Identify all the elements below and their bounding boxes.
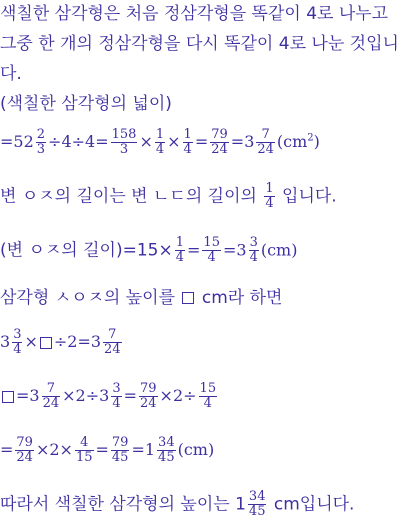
denominator: 4 xyxy=(13,342,22,357)
denominator: 3 xyxy=(36,142,46,157)
denominator: 4 xyxy=(183,142,192,157)
denominator: 24 xyxy=(16,450,33,465)
fraction xyxy=(157,436,176,465)
fraction xyxy=(264,182,274,211)
numerator: 7 xyxy=(256,128,275,143)
denominator: 4 xyxy=(265,196,274,211)
numerator: 7 xyxy=(103,328,122,343)
fraction xyxy=(42,382,61,411)
setup-text: 삼각형 ㅅㅇㅈ의 높이를 xyxy=(0,288,176,308)
operator: = xyxy=(123,386,137,405)
operator: = xyxy=(95,440,109,459)
numerator: 79 xyxy=(211,127,228,142)
side-statement xyxy=(0,182,337,211)
operator: =3 xyxy=(222,240,247,260)
numerator: 34 xyxy=(158,435,175,450)
fraction xyxy=(248,490,267,519)
denominator: 45 xyxy=(158,450,175,465)
fraction xyxy=(175,236,185,265)
equals-sign: = xyxy=(0,132,14,151)
unit-exponent: 2 xyxy=(307,132,314,144)
numerator: 1 xyxy=(265,181,274,196)
intro-line-1: 색칠한 삼각형은 처음 정삼각형을 똑같이 4로 나누고 xyxy=(0,4,389,24)
denominator: 4 xyxy=(249,250,258,265)
denominator: 4 xyxy=(112,396,121,411)
numerator: 1 xyxy=(155,127,165,142)
operator: ÷4÷4= xyxy=(48,132,109,151)
numerator: 79 xyxy=(111,435,129,450)
numerator: 79 xyxy=(140,381,157,396)
fraction xyxy=(183,128,193,157)
numerator: 3 xyxy=(112,381,121,396)
denominator: 45 xyxy=(111,450,129,465)
unknown-box xyxy=(2,391,14,403)
operator: = xyxy=(187,240,201,260)
area-heading: (색칠한 삼각형의 넓이) xyxy=(0,94,172,114)
operator: =3 xyxy=(16,386,40,405)
denominator: 45 xyxy=(248,504,266,519)
numerator: 79 xyxy=(16,435,33,450)
fraction xyxy=(111,382,121,411)
operator: × xyxy=(139,132,153,151)
denominator: 4 xyxy=(207,250,216,265)
operator: =3 xyxy=(230,132,255,151)
fraction xyxy=(249,236,259,265)
operator: ×2× xyxy=(35,440,73,459)
operator: =1 xyxy=(131,440,156,459)
statement-tail: 입니다. xyxy=(282,186,337,207)
denominator: 24 xyxy=(140,396,157,411)
numerator: 15 xyxy=(203,235,220,250)
fraction xyxy=(12,328,22,357)
unit-close: ) xyxy=(313,132,320,151)
numerator: 15 xyxy=(199,381,217,396)
statement-text: 변 ㅇㅈ의 길이는 변 ㄴㄷ의 길이의 xyxy=(0,186,257,207)
fraction xyxy=(202,236,221,265)
fraction xyxy=(256,128,275,157)
intro-line-3: 다. xyxy=(0,64,22,84)
equation-a xyxy=(0,328,124,357)
operator: × xyxy=(167,132,181,151)
denominator: 24 xyxy=(42,396,60,411)
unit: (cm xyxy=(276,132,308,151)
numerator: 7 xyxy=(42,382,61,397)
fraction xyxy=(103,328,122,357)
denominator: 4 xyxy=(175,250,185,265)
unit: (cm) xyxy=(177,440,215,459)
fraction xyxy=(36,128,46,157)
operator: ×2÷3 xyxy=(62,386,110,405)
numerator: 4 xyxy=(75,436,94,451)
fraction xyxy=(210,128,229,157)
operator: × xyxy=(24,332,38,351)
fraction xyxy=(111,128,138,157)
denominator: 4 xyxy=(155,142,165,157)
numerator: 3 xyxy=(13,327,22,342)
area-equation xyxy=(0,128,320,157)
operator: ×2÷ xyxy=(159,386,197,405)
fraction xyxy=(15,436,34,465)
denominator: 24 xyxy=(104,342,121,357)
numerator: 1 xyxy=(183,127,192,142)
conclusion-text: 따라서 색칠한 삼각형의 높이는 1 xyxy=(0,494,246,515)
conclusion-tail: cm입니다. xyxy=(273,494,355,515)
unknown-box xyxy=(40,337,52,349)
numerator: 1 xyxy=(175,235,185,250)
fraction xyxy=(139,382,158,411)
intro-line-2: 그중 한 개의 정삼각형을 다시 똑같이 4로 나눈 것입니 xyxy=(0,34,399,54)
whole-number: 3 xyxy=(0,332,11,351)
fraction xyxy=(155,128,165,157)
numerator: 2 xyxy=(36,127,46,142)
fraction xyxy=(75,436,94,465)
operator: ÷2=3 xyxy=(53,332,102,351)
denominator: 3 xyxy=(119,142,129,157)
numerator: 158 xyxy=(111,127,137,142)
denominator: 15 xyxy=(75,450,93,465)
fraction xyxy=(199,382,218,411)
calc-label: (변 ㅇㅈ의 길이)=15× xyxy=(0,240,173,261)
whole-number: 52 xyxy=(13,132,34,151)
unknown-box xyxy=(182,292,194,304)
numerator: 3 xyxy=(249,235,258,250)
operator: = xyxy=(0,440,14,459)
side-calculation xyxy=(0,236,297,265)
height-setup xyxy=(0,288,282,308)
fraction xyxy=(111,436,130,465)
equation-b xyxy=(0,382,219,411)
denominator: 24 xyxy=(211,142,228,157)
numerator: 34 xyxy=(248,489,266,504)
denominator: 24 xyxy=(257,142,274,157)
unit: (cm) xyxy=(260,240,298,260)
equation-c xyxy=(0,436,214,465)
conclusion xyxy=(0,490,354,519)
denominator: 4 xyxy=(203,396,212,411)
setup-tail: cm라 하면 xyxy=(201,288,283,308)
operator: = xyxy=(194,132,209,151)
